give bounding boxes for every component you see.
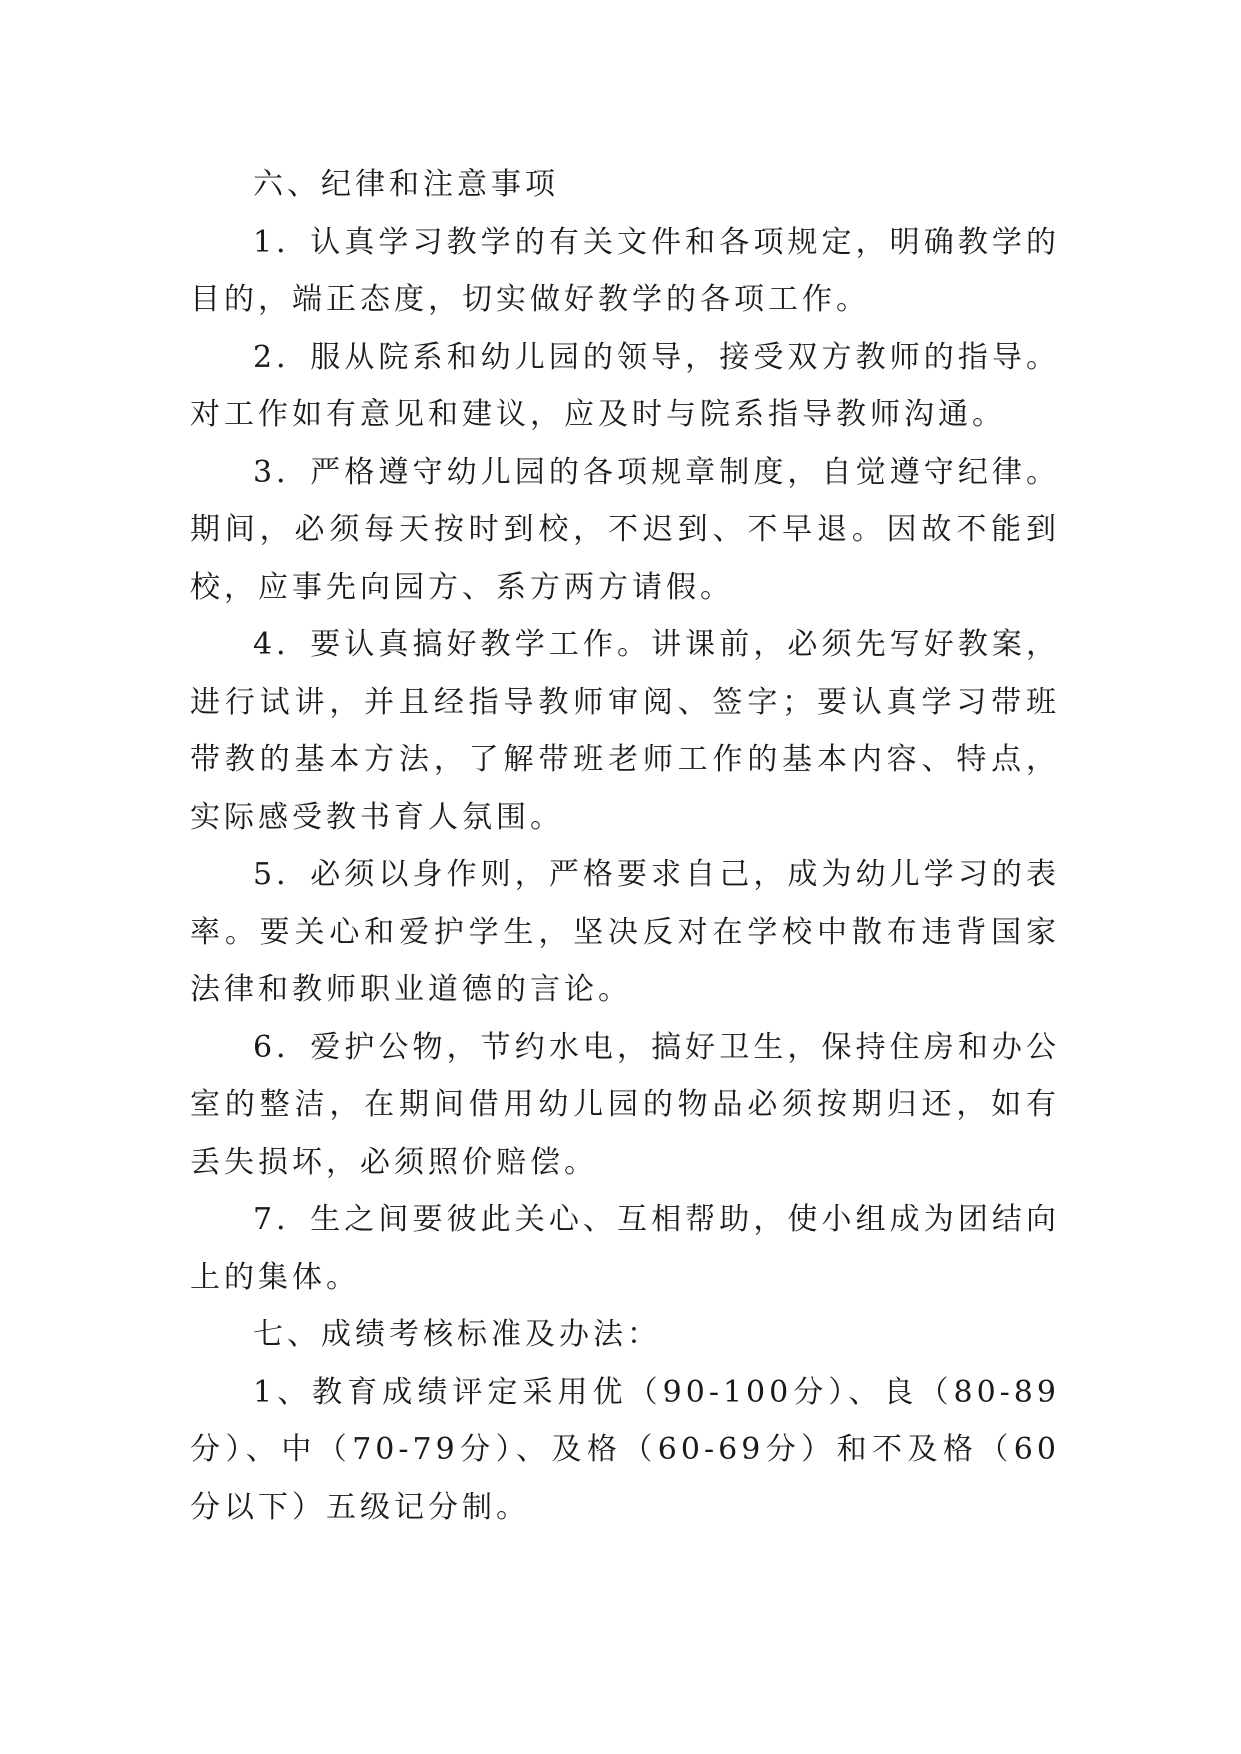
section-heading-discipline: 六、纪律和注意事项 xyxy=(253,167,559,202)
discipline-item-4: 4．要认真搞好教学工作。讲课前，必须先写好教案，进行试讲，并且经指导教师审阅、签字；要认真学习带班带教的基本方法，了解带班老师工作的基本内容、特点，实际感受教书育人氛围。 xyxy=(190,627,1060,835)
discipline-item-7: 7．生之间要彼此关心、互相帮助，使小组成为团结向上的集体。 xyxy=(190,1202,1060,1295)
discipline-item-3: 3．严格遵守幼儿园的各项规章制度，自觉遵守纪律。期间，必须每天按时到校，不迟到、不早退。因故不能到校，应事先向园方、系方两方请假。 xyxy=(190,454,1060,605)
discipline-item-1: 1．认真学习教学的有关文件和各项规定，明确教学的目的，端正态度，切实做好教学的各项工作。 xyxy=(190,224,1060,317)
discipline-item-5: 5．必须以身作则，严格要求自己，成为幼儿学习的表率。要关心和爱护学生，坚决反对在学校中散布违背国家法律和教师职业道德的言论。 xyxy=(190,857,1060,1007)
assessment-item-1: 1、教育成绩评定采用优（90-100分）、良（80-89分）、中（70-79分）、及格（60-69分）和不及格（60分以下）五级记分制。 xyxy=(190,1374,1060,1525)
document-body xyxy=(190,156,1060,1536)
section-heading-assessment: 七、成绩考核标准及办法： xyxy=(253,1317,661,1352)
discipline-item-2: 2．服从院系和幼儿园的领导，接受双方教师的指导。对工作如有意见和建议，应及时与院系指导教师沟通。 xyxy=(190,339,1060,432)
discipline-item-6: 6．爱护公物，节约水电，搞好卫生，保持住房和办公室的整洁，在期间借用幼儿园的物品必须按期归还，如有丢失损坏，必须照价赔偿。 xyxy=(190,1029,1060,1180)
